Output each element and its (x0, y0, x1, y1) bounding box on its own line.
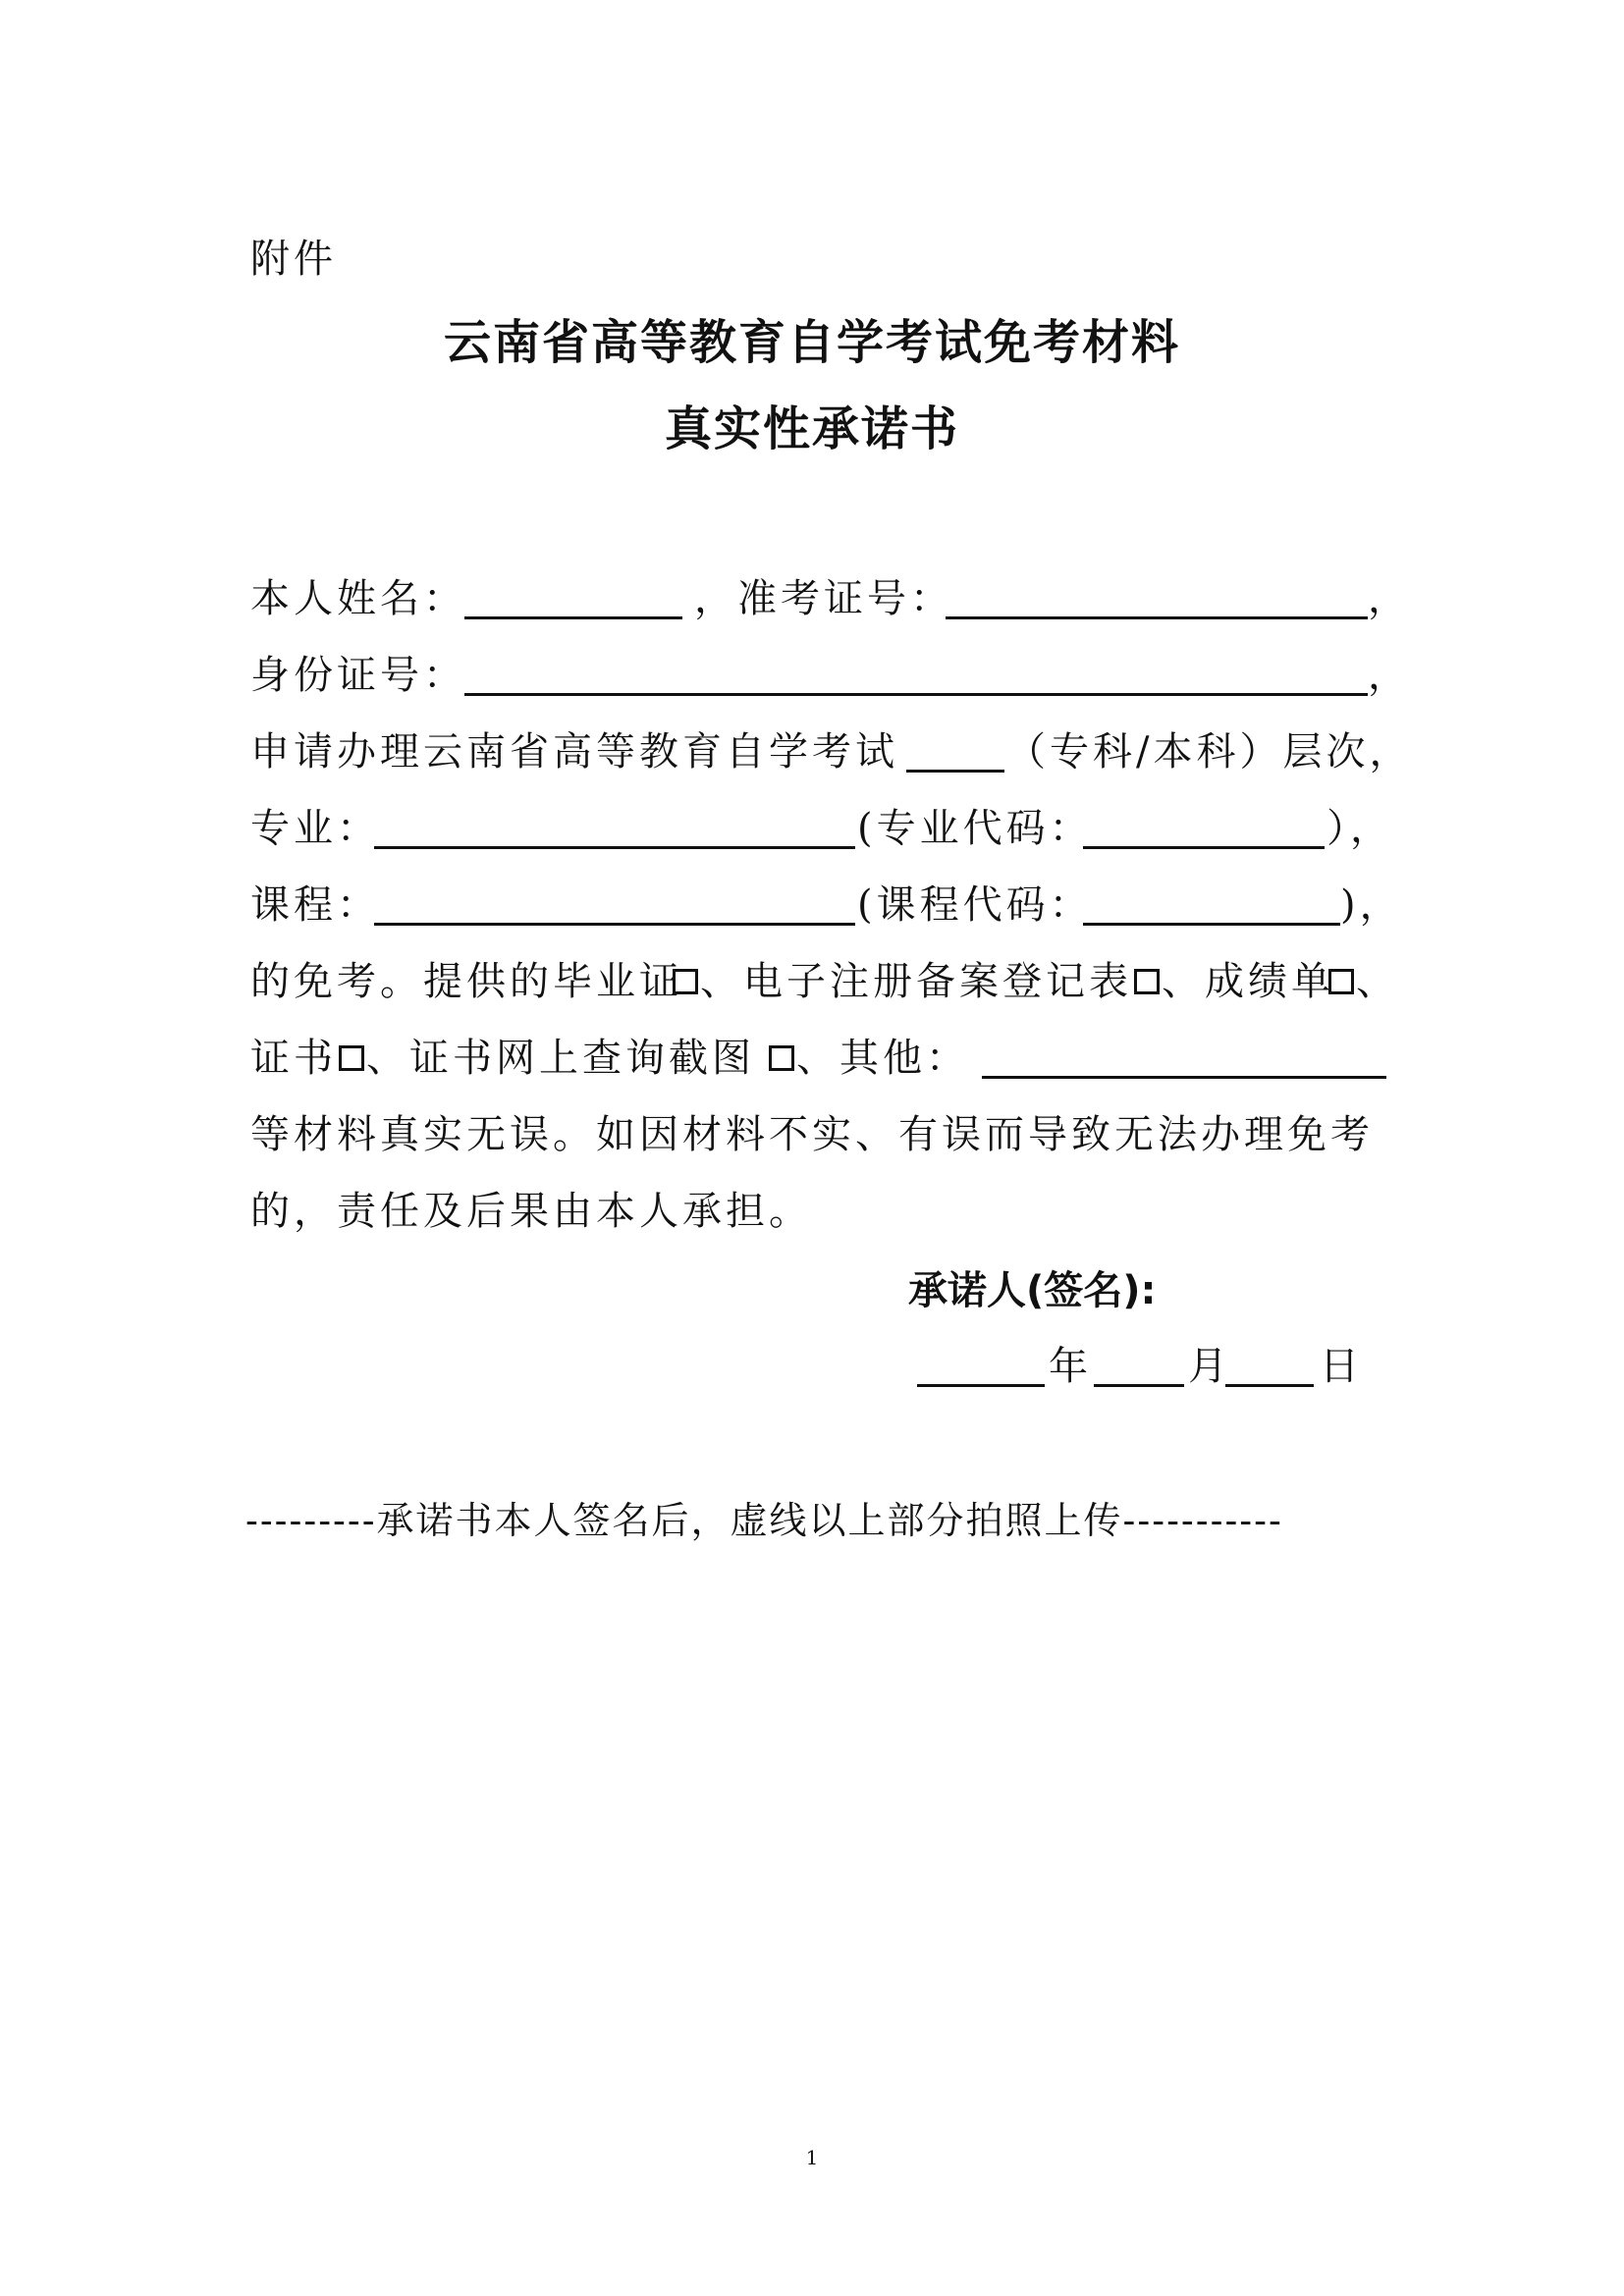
major-label: 专业： (250, 806, 380, 851)
month-field[interactable] (1094, 1384, 1184, 1387)
day-field[interactable] (1225, 1384, 1314, 1387)
major-code-close: ）， (1326, 806, 1393, 851)
form-line-statement-1 (250, 1105, 1389, 1164)
cert-text-3: 、其他： (796, 1036, 969, 1081)
id-number-field[interactable] (464, 693, 1368, 696)
other-materials-field[interactable] (982, 1076, 1386, 1079)
materials-text-4: 、 (1356, 959, 1399, 1004)
form-line-level (250, 722, 1413, 781)
document-title-line-1: 云南省高等教育自学考试免考材料 (443, 315, 1180, 370)
id-label: 身份证号： (250, 653, 466, 698)
ticket-number-field[interactable] (946, 616, 1368, 619)
registration-form-checkbox[interactable] (1134, 969, 1160, 994)
document-title-line-2: 真实性承诺书 (664, 401, 959, 456)
form-line-certificates (250, 1029, 1389, 1088)
attachment-label: 附件 (250, 237, 337, 282)
level-suffix: （专科/本科）层次， (1006, 729, 1413, 774)
comma: ， (1368, 653, 1411, 698)
form-line-statement-2 (250, 1182, 1389, 1241)
materials-text-3: 、成绩单 (1162, 959, 1334, 1004)
month-label: 月 (1188, 1344, 1227, 1389)
materials-text-1: 的免考。提供的毕业证 (250, 959, 682, 1004)
signature-label: 承诺人(签名): (908, 1268, 1157, 1313)
ticket-label: ，准考证号： (694, 576, 953, 621)
course-field[interactable] (374, 923, 855, 926)
course-code-close: )， (1340, 882, 1403, 928)
online-screenshot-checkbox[interactable] (769, 1045, 794, 1071)
form-line-course (250, 876, 1403, 934)
major-code-field[interactable] (1083, 846, 1325, 849)
name-field[interactable] (464, 616, 682, 619)
signature-date (913, 1337, 1365, 1396)
page-number: 1 (805, 2146, 819, 2169)
year-label: 年 (1049, 1344, 1088, 1389)
comma: ， (1368, 576, 1411, 621)
cert-text-2: 、证书网上查询截图 (366, 1036, 755, 1081)
statement-text-2: 的，责任及后果由本人承担。 (250, 1189, 812, 1234)
form-line-name (250, 569, 1411, 628)
apply-prefix: 申请办理云南省高等教育自学考试 (250, 729, 898, 774)
course-code-field[interactable] (1083, 923, 1340, 926)
form-line-materials (250, 952, 1399, 1011)
course-label: 课程： (250, 882, 380, 928)
transcript-checkbox[interactable] (1328, 969, 1354, 994)
materials-text-2: 、电子注册备案登记表 (700, 959, 1132, 1004)
cert-text-1: 证书 (250, 1036, 337, 1081)
name-label: 本人姓名： (250, 576, 466, 621)
major-code-label: (专业代码： (857, 806, 1093, 851)
form-line-id (250, 646, 1411, 705)
year-field[interactable] (917, 1384, 1045, 1387)
cut-line-instruction: ---------承诺书本人签名后，虚线以上部分拍照上传----------- (245, 1499, 1283, 1542)
course-code-label: (课程代码： (857, 882, 1093, 928)
diploma-checkbox[interactable] (673, 969, 698, 994)
form-line-major (250, 799, 1393, 858)
day-label: 日 (1320, 1344, 1359, 1389)
statement-text-1: 等材料真实无误。如因材料不实、有误而导致无法办理免考 (250, 1112, 1374, 1157)
major-field[interactable] (374, 846, 855, 849)
level-field[interactable] (906, 770, 1004, 773)
certificate-checkbox[interactable] (339, 1045, 364, 1071)
